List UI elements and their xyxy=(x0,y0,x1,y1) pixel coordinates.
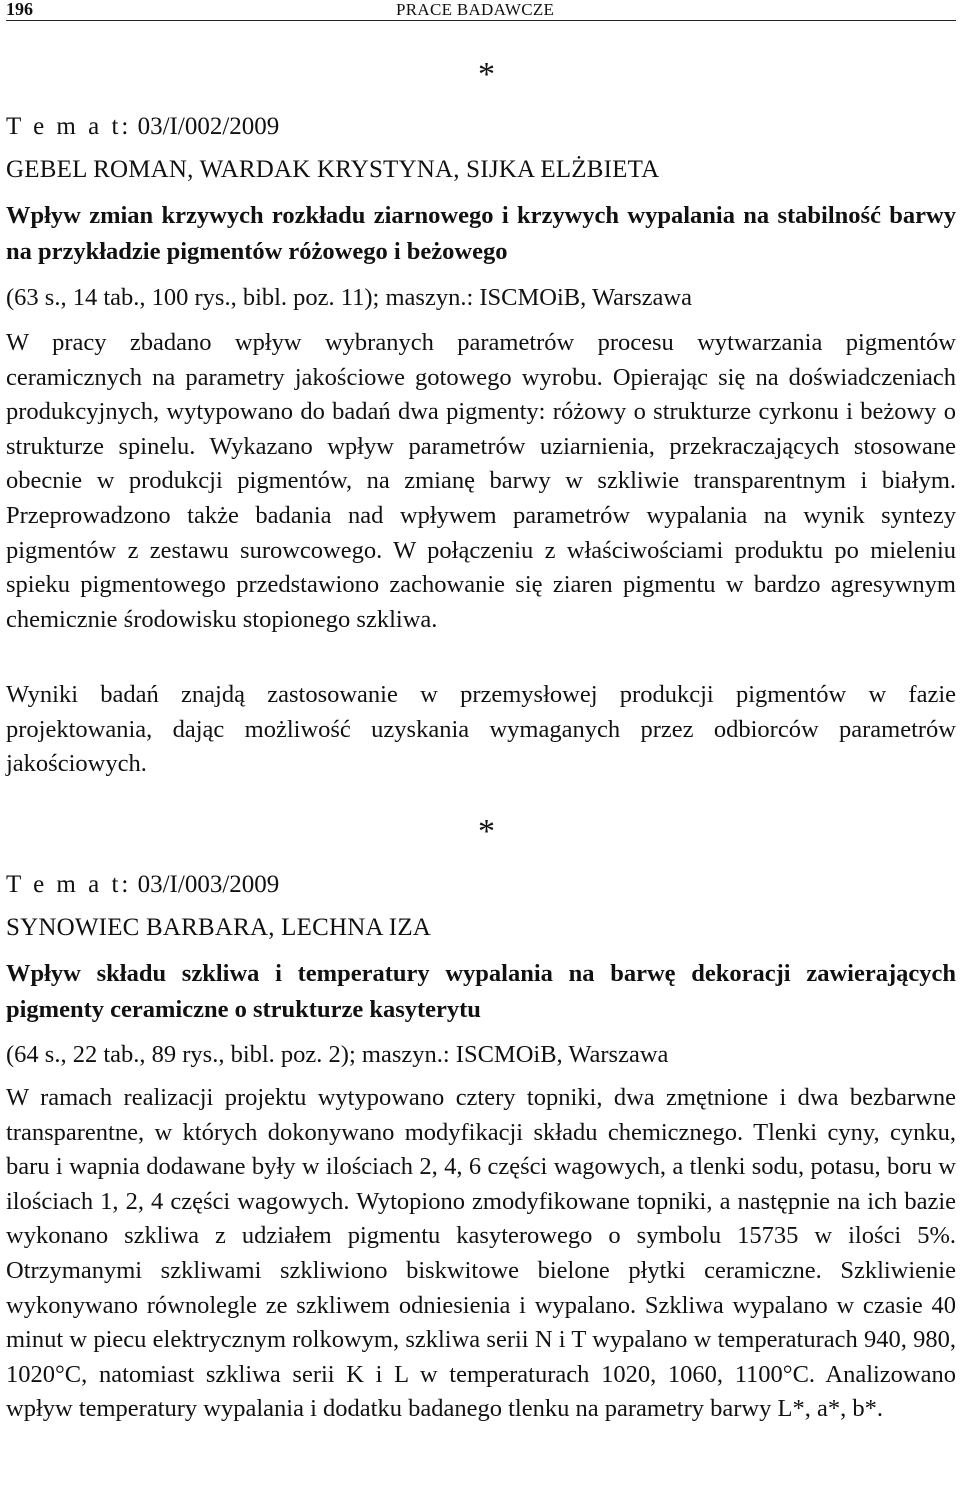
running-header xyxy=(6,0,956,21)
temat-line xyxy=(6,112,279,142)
authors: SYNOWIEC BARBARA, LECHNA IZA xyxy=(6,914,432,941)
journal-name: PRACE BADAWCZE xyxy=(396,0,555,19)
entry-title: Wpływ zmian krzywych rozkładu ziarnowego i krzywych wypalania na stabilność barwy na przykładzie pigmentów różowego i beżowego xyxy=(6,202,956,265)
temat-line xyxy=(6,870,279,900)
entry-meta: (64 s., 22 tab., 89 rys., bibl. poz. 2); maszyn.: ISCMOiB, Warszawa xyxy=(6,1041,669,1068)
separator-asterisk: * xyxy=(478,56,495,93)
page-number: 196 xyxy=(6,0,33,19)
temat-code: 03/I/003/2009 xyxy=(137,871,280,898)
abstract-paragraph: W ramach realizacji projektu wytypowano cztery topniki, dwa zmętnione i dwa bezbarwne transparentne, w których dokonywano modyfikacji składu chemicznego. Tlenki cyny, cynku, baru i wapnia dodawane były w ilościach 2, 4, 6 części wagowych, a tlenki sodu, potasu, boru w ilościach 1, 2, 4 części wagowych. Wytopiono zmodyfikowane topniki, a następnie na ich bazie wykonano szkliwa z udziałem pigmentu kasyterowego o symbolu 15735 w ilości 5%. Otrzymanymi szkliwami szkliwiono biskwitowe bielone płytki ceramiczne. Szkliwienie wykonywano równolegle ze szkliwem odniesienia i wypalano. Szkliwa wypalano w czasie 40 minut w piecu elektrycznym rolkowym, szkliwa serii N i T wypalano w temperaturach 940, 980, 1020°C, natomiast szkliwa serii K i L w temperaturach 1020, 1060, 1100°C. Analizowano wpływ temperatury wypalania i dodatku badanego tlenku na parametry barwy L*, a*, b*. xyxy=(6,1084,956,1423)
abstract-paragraph: W pracy zbadano wpływ wybranych parametrów procesu wytwarzania pigmentów ceramicznych na parametry jakościowe gotowego wyrobu. Opierając się na doświadczeniach produkcyjnych, wytypowano do badań dwa pigmenty: różowy o strukturze cyrkonu i beżowy o strukturze spinelu. Wykazano wpływ parametrów uziarnienia, przekraczających stosowane obecnie w produkcji pigmentów, na zmianę barwy w szkliwie transparentnym i białym. Przeprowadzono także badania nad wpływem parametrów wypalania na wynik syntezy pigmentów z zestawu surowcowego. W połączeniu z właściwościami produktu po mieleniu spieku pigmentowego przedstawiono zachowanie się ziaren pigmentu w bardzo agresywnym chemicznie środowisku stopionego szkliwa. xyxy=(6,329,956,633)
abstract-paragraph: Wyniki badań znajdą zastosowanie w przemysłowej produkcji pigmentów w fazie projektowania, dając możliwość uzyskania wymaganych przez odbiorców parametrów jakościowych. xyxy=(6,681,956,778)
temat-label: T e m a t: xyxy=(6,113,132,140)
entry-meta: (63 s., 14 tab., 100 rys., bibl. poz. 11); maszyn.: ISCMOiB, Warszawa xyxy=(6,284,692,311)
authors: GEBEL ROMAN, WARDAK KRYSTYNA, SIJKA ELŻBIETA xyxy=(6,156,660,183)
temat-code: 03/I/002/2009 xyxy=(137,113,280,140)
separator-asterisk: * xyxy=(478,813,495,850)
entry-title: Wpływ składu szkliwa i temperatury wypalania na barwę dekoracji zawierających pigmenty ceramiczne o strukturze kasyterytu xyxy=(6,960,956,1023)
temat-label: T e m a t: xyxy=(6,871,132,898)
